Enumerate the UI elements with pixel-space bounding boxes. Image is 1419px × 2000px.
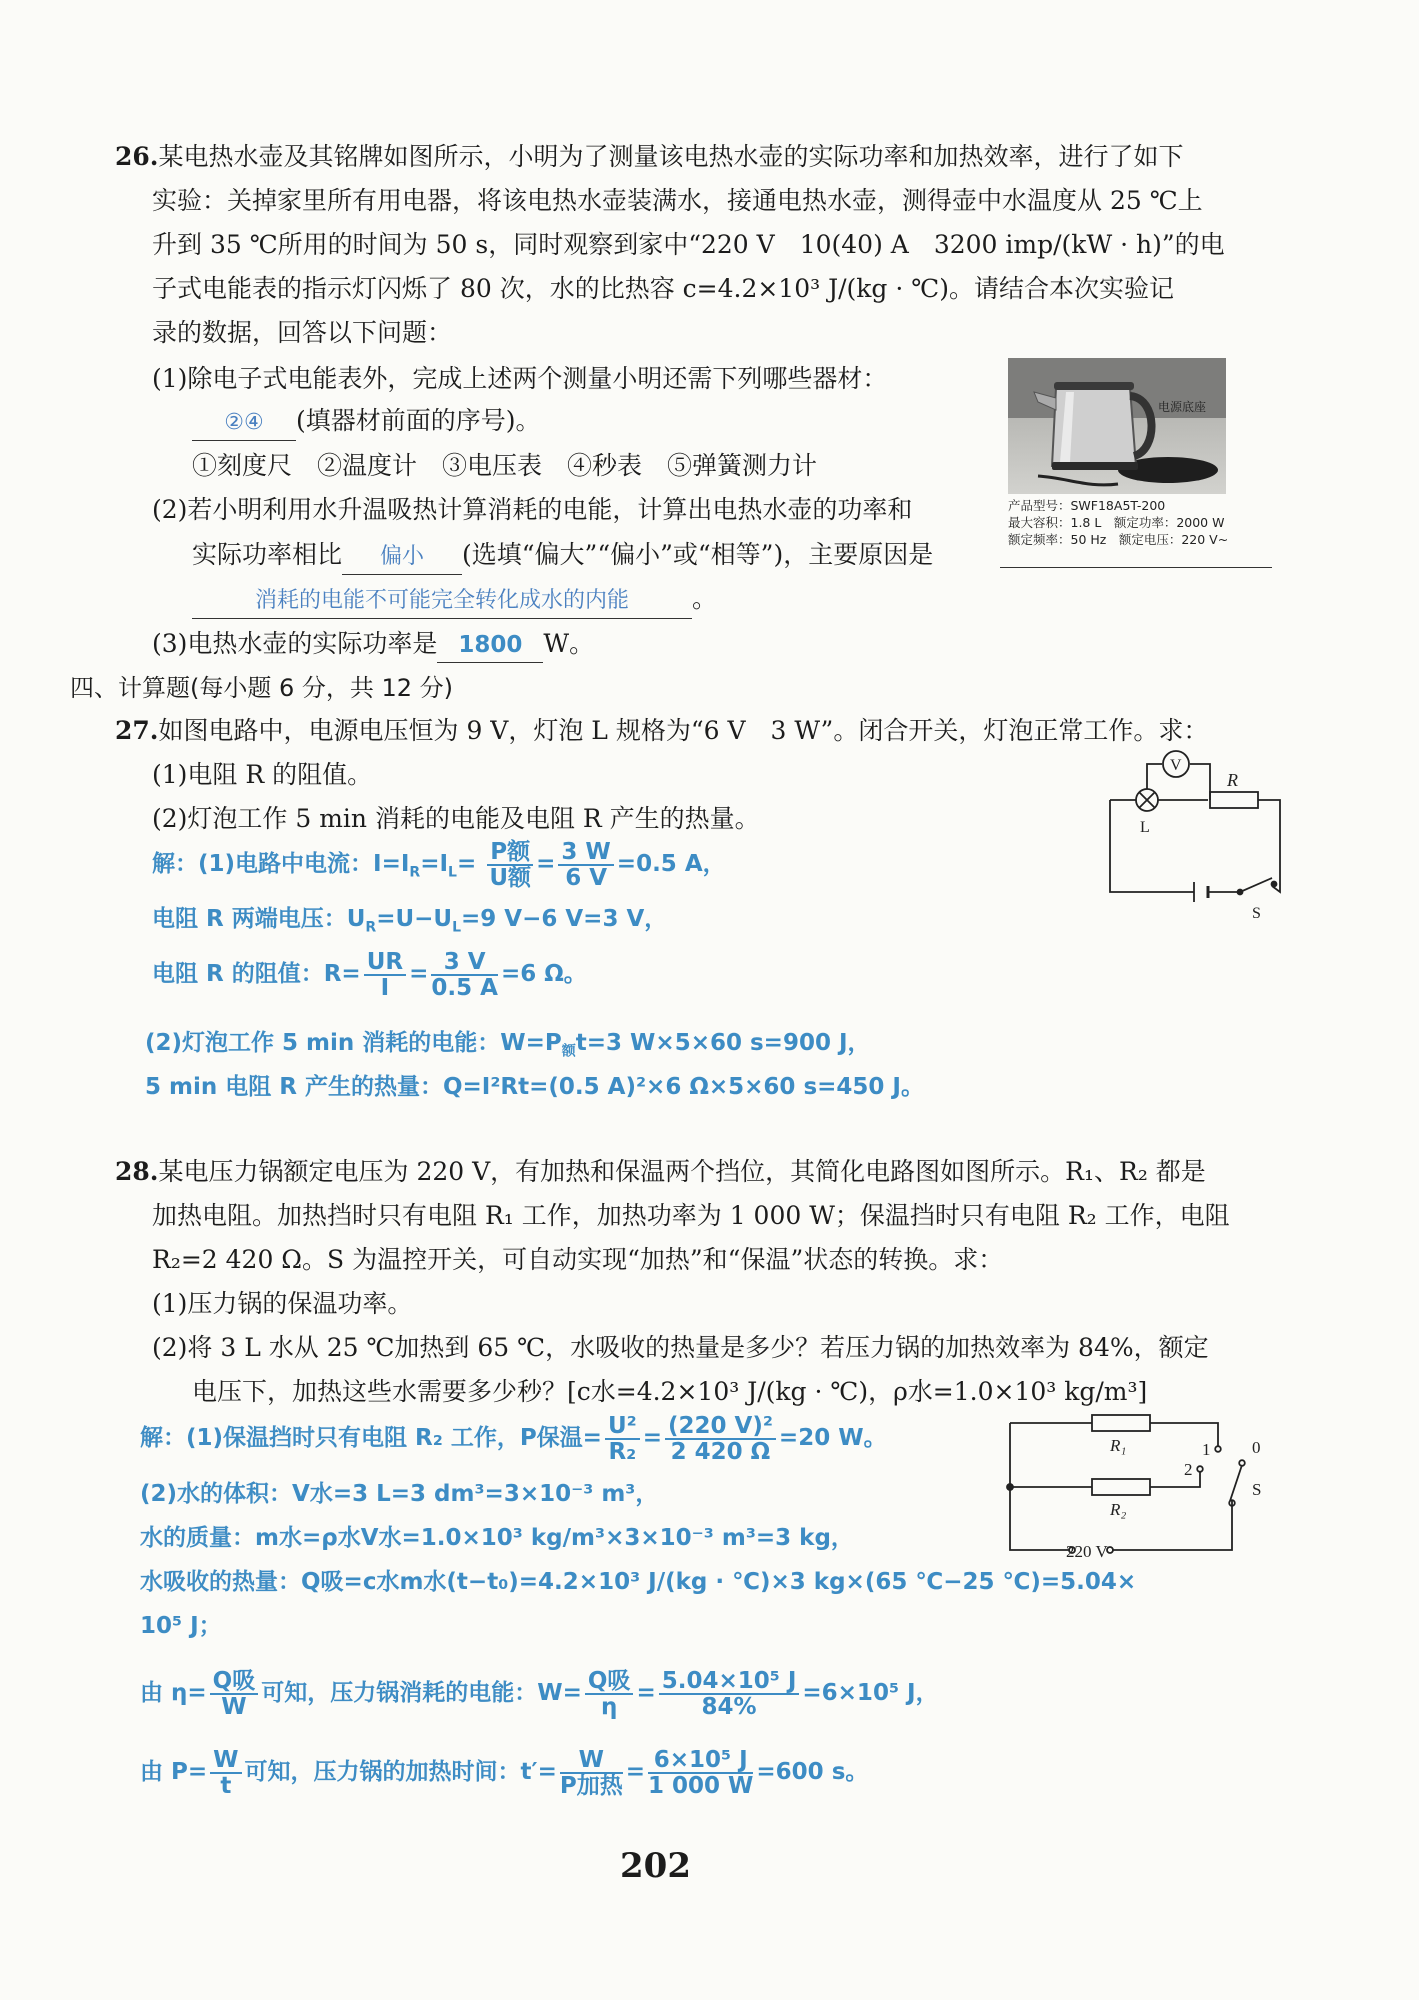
q28-solution-line4b: 10⁵ J；: [140, 1613, 222, 1639]
q27-solution-line5: 5 min 电阻 R 产生的热量：Q=I²Rt=(0.5 A)²×6 Ω×5×60 s=450 J。: [145, 1074, 924, 1100]
q28-frac-energy-values: $\frac{\text{5.04×10⁵ J}}{84\%}$: [659, 1669, 800, 1719]
q28-circuit-contact0-label: 0: [1252, 1438, 1261, 1457]
q26-part2-reason: 消耗的电能不可能完全转化成水的内能: [192, 584, 692, 619]
q28-line3: R₂=2 420 Ω。S 为温控开关，可自动实现“加热”和“保温”状态的转换。求：: [152, 1245, 1004, 1274]
q28-solution-line3: 水的质量：m水=ρ水V水=1.0×10³ kg/m³×3×10⁻³ m³=3 kg，: [140, 1525, 854, 1551]
kettle-illustration: [1008, 358, 1226, 494]
q27-part2: (2)灯泡工作 5 min 消耗的电能及电阻 R 产生的热量。: [152, 804, 760, 833]
q28-solution-line5: 由 η= $\frac{\text{Q吸}}{W}$ 可知，压力锅消耗的电能：W= $\frac{\text{Q吸}}{\eta}$ = $\frac{\text{5.04×10⁵ J}}{84\%}$ =6×10⁵ J，: [140, 1667, 939, 1720]
nameplate: [1008, 497, 1228, 548]
q28-circuit-source-label: 220 V: [1066, 1542, 1108, 1561]
q27-circuit-voltmeter-label: V: [1170, 757, 1182, 774]
q28-part1: (1)压力锅的保温功率。: [152, 1289, 413, 1318]
q28-frac-power-values: $\frac{\text{(220 V)²}}{2 420 \Omega}$: [665, 1414, 776, 1464]
q28-frac-power: $\frac{\text{U²}}{\text{R₂}}$: [605, 1414, 640, 1464]
q28-solution-line6: 由 P= $\frac{W}{t}$ 可知，压力锅的加热时间：t′= $\frac{W}{\text{P加热}}$ = $\frac{\text{6×10⁵ J}}{1 000 W}$ =600 s。: [140, 1746, 869, 1799]
q27-circuit-diagram: [1100, 740, 1290, 920]
q28-solution-line4: 水吸收的热量：Q吸=c水m水(t−t₀)=4.2×10³ J/(kg · ℃)×3 kg×(65 ℃−25 ℃)=5.04×: [140, 1569, 1137, 1595]
page-number: 202: [620, 1846, 691, 1886]
q26-part2-line2: 实际功率相比 偏小 (选填“偏大”“偏小”或“相等”)，主要原因是: [192, 538, 933, 575]
q28-part2-line2: 电压下，加热这些水需要多少秒？[c水=4.2×10³ J/(kg · ℃)，ρ水=1.0×10³ kg/m³]: [192, 1377, 1148, 1406]
plate-capacity-power: 最大容积：1.8 L 额定功率：2000 W: [1008, 515, 1225, 530]
q26-part3-answer: 1800: [437, 628, 543, 663]
q28-part2-line1: (2)将 3 L 水从 25 ℃加热到 65 ℃，水吸收的热量是多少？若压力锅的加热效率为 84%，额定: [152, 1333, 1209, 1362]
q26-part1-answer: ②④: [192, 406, 296, 441]
q26-line2: 实验：关掉家里所有用电器，将该电热水壶装满水，接通电热水壶，测得壶中水温度从 25 ℃上: [152, 186, 1203, 215]
section-four-heading: 四、计算题(每小题 6 分，共 12 分): [70, 674, 454, 702]
q27-solution-line2: 电阻 R 两端电压：$U_R=U-U_L=9$ V−6 V=3 V，: [152, 906, 668, 936]
q27-solution-line3: 电阻 R 的阻值：R= $\frac{UR}{I}$ = $\frac{3 V}{0.5 A}$ =6 Ω。: [152, 948, 587, 1001]
q27-circuit-switch-label: S: [1252, 905, 1261, 920]
q26-part1-answer-line: ②④ (填器材前面的序号)。: [192, 404, 541, 441]
q26-line1: 26.某电热水壶及其铭牌如图所示，小明为了测量该电热水壶的实际功率和加热效率，进行了如下: [115, 142, 1184, 171]
q27-solution-line4: (2)灯泡工作 5 min 消耗的电能：$W=P_额t=3$ W×5×60 s=900 J，: [145, 1030, 871, 1060]
q28-solution-line1: 解：(1)保温挡时只有电阻 R₂ 工作，P保温= $\frac{\text{U²}}{\text{R₂}}$ = $\frac{\text{(220 V)²}}{2 420 \Omega}$ =20 W。: [140, 1412, 887, 1465]
q27-line1: 27.如图电路中，电源电压恒为 9 V，灯泡 L 规格为“6 V 3 W”。闭合开关，灯泡正常工作。求：: [115, 716, 1209, 745]
q28-frac-eta: $\frac{\text{Q吸}}{W}$: [210, 1669, 259, 1719]
q28-solution-line2: (2)水的体积：V水=3 L=3 dm³=3×10⁻³ m³，: [140, 1481, 659, 1507]
q26-part2-answer: 偏小: [342, 540, 462, 575]
kettle-photo: [1008, 358, 1226, 494]
q28-circuit-switch-label: S: [1252, 1480, 1262, 1499]
q27-frac-rated: $\frac{\text{P额}}{\text{U额}}$: [487, 840, 533, 890]
q27-circuit-resistor-label: R: [1227, 770, 1238, 790]
q28-line1: 28.某电压力锅额定电压为 220 V，有加热和保温两个挡位，其简化电路图如图所示。R₁、R₂ 都是: [115, 1157, 1206, 1186]
q27-solution-line1: 解：(1)电路中电流：$I=I_R=I_L=$ $\frac{\text{P额}}{\text{U额}}$ = $\frac{3 W}{6 V}$ =0.5 A，: [152, 838, 726, 891]
q28-circuit-r2-label: R₂: [1110, 1500, 1127, 1519]
q28-line2: 加热电阻。加热挡时只有电阻 R₁ 工作，加热功率为 1 000 W；保温挡时只有电阻 R₂ 工作，电阻: [152, 1201, 1230, 1230]
q26-part2-line3: 消耗的电能不可能完全转化成水的内能 。: [192, 582, 717, 619]
q27-circuit-lamp-label: L: [1140, 819, 1150, 836]
q26-part1: (1)除电子式电能表外，完成上述两个测量小明还需下列哪些器材：: [152, 364, 888, 393]
q26-line3: 升到 35 ℃所用的时间为 50 s，同时观察到家中“220 V 10(40) A 3200 imp/(kW · h)”的电: [152, 230, 1225, 259]
q28-circuit-contact1-label: 1: [1202, 1440, 1211, 1459]
q26-part2-line1: (2)若小明利用水升温吸热计算消耗的电能，计算出电热水壶的功率和: [152, 495, 913, 524]
q28-circuit-contact2-label: 2: [1184, 1460, 1193, 1479]
q26-line4: 子式电能表的指示灯闪烁了 80 次，水的比热容 c=4.2×10³ J/(kg · ℃)。请结合本次实验记: [152, 274, 1174, 303]
plate-bottom-rule: [1000, 567, 1272, 568]
plate-model: 产品型号：SWF18A5T-200: [1008, 498, 1166, 513]
q27-frac-ohm: $\frac{UR}{I}$: [364, 950, 406, 1000]
q27-frac-ohm-values: $\frac{3 V}{0.5 A}$: [431, 948, 498, 1001]
q26-part3: (3)电热水壶的实际功率是 1800 W。: [152, 627, 594, 663]
q28-circuit-diagram: [1000, 1405, 1290, 1565]
q28-frac-power-def: $\frac{W}{t}$: [210, 1748, 241, 1798]
q26-line5: 录的数据，回答以下问题：: [152, 318, 453, 347]
q27-part1: (1)电阻 R 的阻值。: [152, 760, 373, 789]
q28-frac-time: $\frac{W}{\text{P加热}}$: [559, 1746, 623, 1799]
plate-freq-voltage: 额定频率：50 Hz 额定电压：220 V~: [1008, 532, 1229, 547]
q26-part1-options: ①刻度尺 ②温度计 ③电压表 ④秒表 ⑤弹簧测力计: [192, 451, 818, 480]
q28-frac-time-values: $\frac{\text{6×10⁵ J}}{1 000 W}$: [648, 1746, 754, 1799]
q28-frac-energy: $\frac{\text{Q吸}}{\eta}$: [585, 1669, 634, 1719]
q27-frac-values: $\frac{3 W}{6 V}$: [558, 840, 613, 890]
q28-circuit-r1-label: R₁: [1110, 1436, 1127, 1455]
photo-label: 电源底座: [1158, 400, 1207, 414]
